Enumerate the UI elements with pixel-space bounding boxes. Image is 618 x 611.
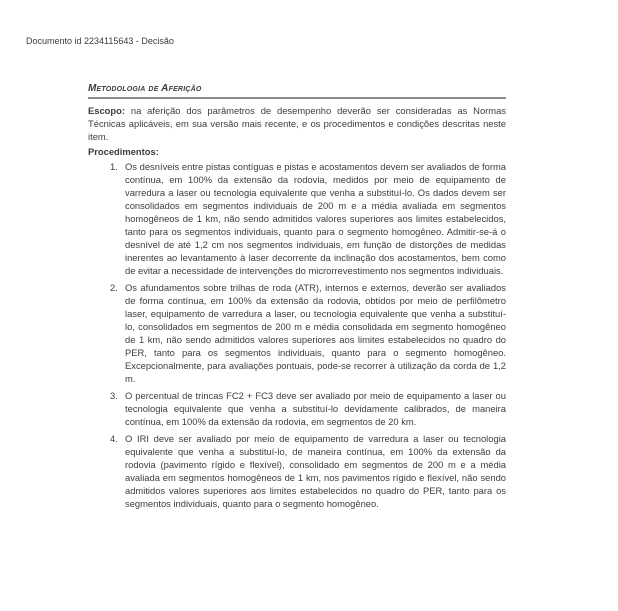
- list-item-text: Os desníveis entre pistas contíguas e pistas e acostamentos devem ser avaliados de forma contínua, em 100% da extensão da rodovia, medidos por meio de equipamento de varredura a laser ou tecnologia equivalente que venha a substituí-lo. Os dados devem ser consolidados em segmentos individuais de 200 m e a média avaliada em segmentos homogêneos de 1 km, não sendo admitidos valores superiores aos limites estabelecidos, tanto para os segmentos individuais, quanto para o segmento homogêneo. Admitir-se-á o desnível de até 1,2 cm nos segmentos individuais, em função de distorções de medidas inerentes ao levantamento à laser decorrente da inclinação dos acostamentos, bem como de evitar a necessidade de intervenções do microrrevestimento nos segmentos individuais.: [125, 161, 506, 276]
- procedures-heading: Procedimentos:: [88, 146, 159, 157]
- scope-text: na aferição dos parâmetros de desempenho deverão ser consideradas as Normas Técnicas aplicáveis, em sua versão mais recente, e os procedimentos e condições descritas neste item.: [88, 105, 506, 142]
- list-item: [88, 281, 506, 385]
- section-title: Metodologia de Aferição: [88, 83, 506, 99]
- list-item-text: O percentual de trincas FC2 + FC3 deve ser avaliado por meio de equipamento a laser ou tecnologia equivalente que venha a substituí-lo devidamente calibrados, de maneira contínua, em 100% da extensão da rodovia, em segmentos de 20 km.: [125, 390, 506, 427]
- list-item-number: 2.: [110, 282, 118, 293]
- list-item-number: 1.: [110, 161, 118, 172]
- document-id-header: Documento id 2234115643 - Decisão: [26, 36, 174, 46]
- list-item: [88, 160, 506, 277]
- scope-paragraph: [88, 104, 506, 143]
- list-item-text: Os afundamentos sobre trilhas de roda (ATR), internos e externos, deverão ser avaliados de forma contínua, em 100% da extensão da rodovia, obtidos por meio de perfilômetro laser, equipamento de varredura a laser, ou tecnologia equivalente que venha a substituí-lo, consolidados em segmentos de 200 m e média consolidada em segmento homogêneo de 1 km, não sendo admitidos valores superiores aos limites estabelecidos no quadro do PER, tanto para os segmentos individuais, quanto para o segmento homogêneo. Excepcionalmente, para avaliações pontuais, pode-se recorrer à utilização da corda de 1,2 m.: [125, 282, 506, 384]
- list-item: [88, 432, 506, 510]
- scope-label: Escopo:: [88, 105, 125, 116]
- list-item-number: 3.: [110, 390, 118, 401]
- list-item-text: O IRI deve ser avaliado por meio de equipamento de varredura a laser ou tecnologia equivalente que venha a substituí-lo, de maneira contínua, em 100% da extensão da rodovia (pavimento rígido e flexível), consolidado em segmentos de 200 m e a média avaliada em segmentos homogêneos de 1 km, nos pavimentos rígido e flexível, não sendo admitidos valores superiores aos limites estabelecidos no quadro do PER, tanto para os segmentos individuais, quanto para o segmento homogêneo.: [125, 433, 506, 509]
- list-item-number: 4.: [110, 433, 118, 444]
- document-body: [88, 83, 506, 514]
- procedures-list: [88, 160, 506, 510]
- list-item: [88, 389, 506, 428]
